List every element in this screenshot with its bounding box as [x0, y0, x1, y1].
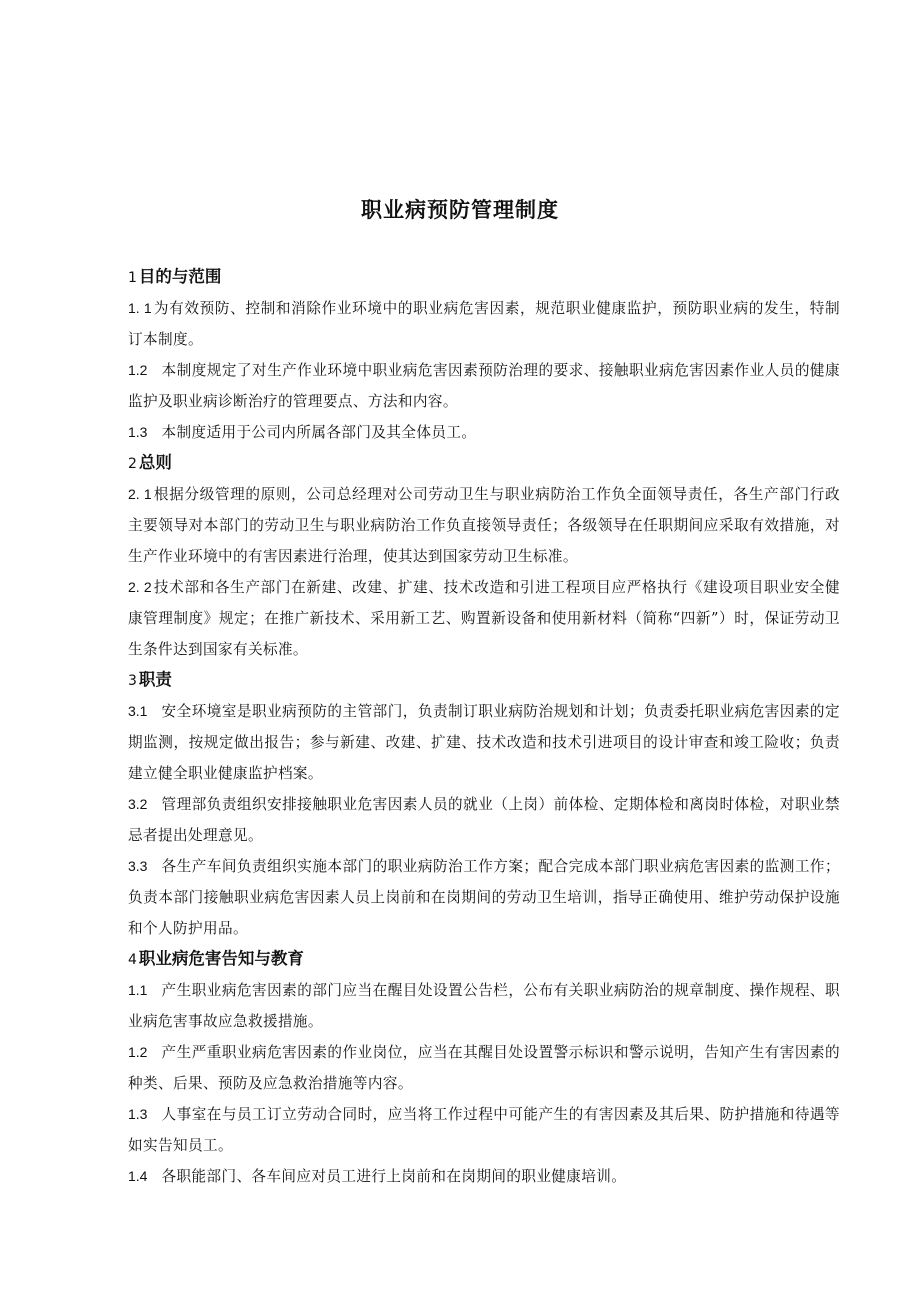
document-body: [128, 262, 840, 1192]
section-heading-text: 职业病危害告知与教育: [138, 949, 304, 968]
clause-text: 产生职业病危害因素的部门应当在醒目处设置公告栏，公布有关职业病防治的规章制度、操作规程、职业病危害事故应急救援措施。: [128, 982, 840, 1030]
clause-number: 1.3: [128, 424, 148, 440]
clause: [128, 417, 840, 448]
clause: [128, 293, 840, 355]
clause: [128, 789, 840, 851]
section: [128, 448, 840, 665]
section-heading: [128, 262, 840, 293]
clause-text: 本制度规定了对生产作业环境中职业病危害因素预防治理的要求、接触职业病危害因素作业人员的健康监护及职业病诊断治疗的管理要点、方法和内容。: [128, 362, 840, 410]
clause: [128, 975, 840, 1037]
clause: [128, 696, 840, 789]
clause: [128, 851, 840, 944]
clause: [128, 1099, 840, 1161]
section-heading-number: 2: [128, 456, 137, 472]
section-heading: [128, 944, 840, 975]
clause-number: 2. 1: [128, 486, 152, 502]
clause-number: 3.3: [128, 858, 148, 874]
clause-text: 为有效预防、控制和消除作业环境中的职业病危害因素，规范职业健康监护，预防职业病的发生，特制订本制度。: [128, 300, 840, 348]
section-heading: [128, 665, 840, 696]
clause-text: 根据分级管理的原则，公司总经理对公司劳动卫生与职业病防治工作负全面领导责任，各生产部门行政主要领导对本部门的劳动卫生与职业病防治工作负直接领导责任；各级领导在任职期间应采取有效措施，对生产作业环境中的有害因素进行治理，使其达到国家劳动卫生标准。: [128, 486, 840, 565]
clause-number: 1.1: [128, 982, 148, 998]
clause-number: 3.1: [128, 703, 148, 719]
clause-text: 技术部和各生产部门在新建、改建、扩建、技术改造和引进工程项目应严格执行《建设项目职业安全健康管理制度》规定；在推广新技术、采用新工艺、购置新设备和使用新材料（简称“四新”）时，保证劳动卫生条件达到国家有关标准。: [128, 579, 840, 658]
clause-number: 3.2: [128, 796, 148, 812]
clause-number: 1.2: [128, 1044, 148, 1060]
clause-text: 各职能部门、各车间应对员工进行上岗前和在岗期间的职业健康培训。: [161, 1168, 627, 1185]
clause: [128, 355, 840, 417]
section: [128, 665, 840, 944]
section-heading-number: 4: [128, 952, 137, 968]
clause-text: 各生产车间负责组织实施本部门的职业病防治工作方案；配合完成本部门职业病危害因素的监测工作；负责本部门接触职业病危害因素人员上岗前和在岗期间的劳动卫生培训，指导正确使用、维护劳动保护设施和个人防护用品。: [128, 858, 840, 937]
clause-number: 1.4: [128, 1168, 148, 1184]
clause-number: 1.2: [128, 362, 148, 378]
clause-number: 1.3: [128, 1106, 148, 1122]
clause: [128, 1161, 840, 1192]
clause-text: 管理部负责组织安排接触职业危害因素人员的就业（上岗）前体检、定期体检和离岗时体检，对职业禁忌者提出处理意见。: [128, 796, 840, 844]
clause-text: 产生严重职业病危害因素的作业岗位，应当在其醒目处设置警示标识和警示说明，告知产生有害因素的种类、后果、预防及应急救治措施等内容。: [128, 1044, 840, 1092]
clause-number: 2. 2: [128, 579, 152, 595]
page-title: 职业病预防管理制度: [361, 198, 559, 222]
clause: [128, 479, 840, 572]
clause: [128, 572, 840, 665]
clause-number: 1. 1: [128, 300, 152, 316]
section-heading-text: 目的与范围: [138, 267, 222, 286]
clause-text: 人事室在与员工订立劳动合同时，应当将工作过程中可能产生的有害因素及其后果、防护措施和待遇等如实告知员工。: [128, 1106, 840, 1154]
section: [128, 944, 840, 1192]
section-heading-text: 职责: [138, 670, 172, 689]
section: [128, 262, 840, 448]
clause: [128, 1037, 840, 1099]
section-heading-text: 总则: [138, 453, 172, 472]
section-heading-number: 1: [128, 270, 137, 286]
section-heading: [128, 448, 840, 479]
clause-text: 安全环境室是职业病预防的主管部门，负责制订职业病防治规划和计划；负责委托职业病危害因素的定期监测，按规定做出报告；参与新建、改建、扩建、技术改造和技术引进项目的设计审查和竣工险收；负责建立健全职业健康监护档案。: [128, 703, 840, 782]
section-heading-number: 3: [128, 673, 137, 689]
clause-text: 本制度适用于公司内所属各部门及其全体员工。: [161, 424, 477, 441]
